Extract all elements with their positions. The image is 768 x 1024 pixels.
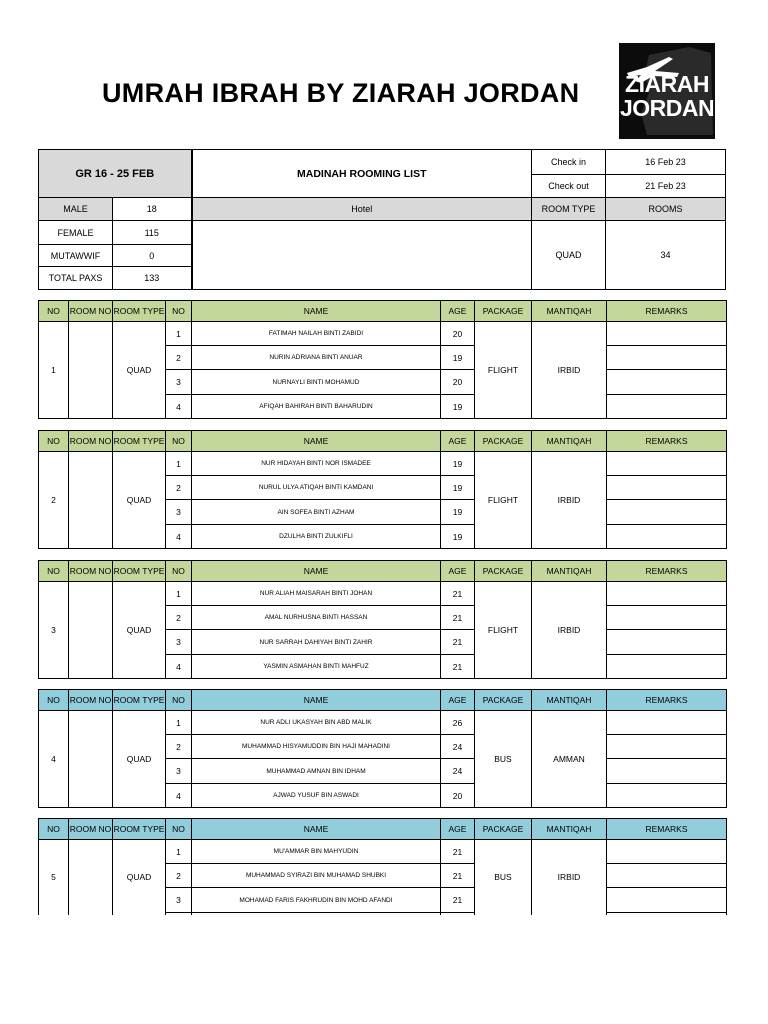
col-header-room-no: ROOM NO [69, 431, 113, 452]
female-label: FEMALE [39, 221, 113, 245]
room-type-label: ROOM TYPE [532, 198, 606, 221]
mutawwif-value: 0 [113, 245, 192, 267]
remarks-cell [607, 452, 727, 476]
person-no: 3 [166, 630, 192, 655]
remarks-cell [607, 759, 727, 784]
col-header-mantiqah: MANTIQAH [532, 690, 607, 711]
remarks-cell [607, 346, 727, 370]
col-header-name: NAME [192, 819, 441, 840]
remarks-cell [607, 525, 727, 549]
person-no: 1 [166, 452, 192, 476]
person-no: 4 [166, 525, 192, 549]
person-name: FATIMAH NAILAH BINTI ZABIDI [192, 322, 441, 346]
total-paxs-value: 133 [113, 267, 192, 290]
person-name: MOHAMAD FARIS FAKHRUDIN BIN MOHD AFANDI [192, 888, 441, 913]
person-no: 3 [166, 888, 192, 913]
person-no [166, 913, 192, 915]
remarks-cell [607, 840, 727, 864]
col-header-age: AGE [441, 561, 475, 582]
check-out-label: Check out [532, 175, 606, 198]
total-paxs-label: TOTAL PAXS [39, 267, 113, 290]
col-header-person-no: NO [166, 301, 192, 322]
person-age: 20 [441, 370, 475, 395]
col-header-package: PACKAGE [475, 819, 532, 840]
col-header-name: NAME [192, 301, 441, 322]
room-group-5 [38, 818, 727, 915]
col-header-no: NO [39, 301, 69, 322]
room-type-value: QUAD [532, 221, 606, 290]
col-header-person-no: NO [166, 431, 192, 452]
col-header-no: NO [39, 431, 69, 452]
col-header-person-no: NO [166, 690, 192, 711]
col-header-age: AGE [441, 690, 475, 711]
male-label: MALE [39, 198, 113, 221]
col-header-mantiqah: MANTIQAH [532, 819, 607, 840]
person-no: 2 [166, 606, 192, 630]
person-age: 19 [441, 395, 475, 419]
rooms-value: 34 [606, 221, 726, 290]
col-header-no: NO [39, 561, 69, 582]
remarks-cell [607, 370, 727, 395]
mantiqah-cell: IRBID [532, 840, 607, 915]
package-cell: FLIGHT [475, 322, 532, 419]
col-header-remarks: REMARKS [607, 819, 727, 840]
remarks-cell [607, 500, 727, 525]
col-header-room-type: ROOM TYPE [113, 819, 166, 840]
room-group-3 [38, 560, 727, 679]
check-out-value: 21 Feb 23 [606, 175, 726, 198]
person-age: 21 [441, 864, 475, 888]
person-no: 1 [166, 322, 192, 346]
col-header-person-no: NO [166, 819, 192, 840]
check-in-value: 16 Feb 23 [606, 150, 726, 175]
room-no-cell [69, 322, 113, 419]
logo-text-line1: ZIARAH [625, 71, 709, 97]
remarks-cell [607, 913, 727, 915]
col-header-remarks: REMARKS [607, 301, 727, 322]
person-name: DZULHA BINTI ZULKIFLI [192, 525, 441, 549]
person-name: NUR ADLI UKASYAH BIN ABD MALIK [192, 711, 441, 735]
person-age: 19 [441, 500, 475, 525]
room-no-cell [69, 711, 113, 808]
person-age: 19 [441, 346, 475, 370]
col-header-name: NAME [192, 561, 441, 582]
person-age: 21 [441, 888, 475, 913]
person-age: 21 [441, 630, 475, 655]
col-header-remarks: REMARKS [607, 690, 727, 711]
room-type-cell: QUAD [113, 452, 166, 549]
person-name: AJWAD YUSUF BIN ASWADI [192, 784, 441, 808]
package-cell: FLIGHT [475, 452, 532, 549]
col-header-person-no: NO [166, 561, 192, 582]
col-header-room-no: ROOM NO [69, 819, 113, 840]
person-no: 2 [166, 346, 192, 370]
room-number: 2 [39, 452, 69, 549]
male-value: 18 [113, 198, 192, 221]
person-no: 4 [166, 784, 192, 808]
room-number: 4 [39, 711, 69, 808]
person-age: 24 [441, 759, 475, 784]
person-no: 2 [166, 476, 192, 500]
person-name: MUHAMMAD SYIRAZI BIN MUHAMAD SHUBKI [192, 864, 441, 888]
remarks-cell [607, 655, 727, 679]
room-type-cell: QUAD [113, 711, 166, 808]
person-name: MUHAMMAD HISYAMUDDIN BIN HAJI MAHADINI [192, 735, 441, 759]
mantiqah-cell: IRBID [532, 582, 607, 679]
col-header-room-no: ROOM NO [69, 561, 113, 582]
person-no: 1 [166, 711, 192, 735]
person-no: 2 [166, 735, 192, 759]
list-title: MADINAH ROOMING LIST [192, 150, 532, 198]
col-header-no: NO [39, 690, 69, 711]
col-header-room-type: ROOM TYPE [113, 561, 166, 582]
person-name: NURUL ULYA ATIQAH BINTI KAMDANI [192, 476, 441, 500]
person-age: 24 [441, 735, 475, 759]
remarks-cell [607, 864, 727, 888]
person-name: AMAL NURHUSNA BINTI HASSAN [192, 606, 441, 630]
person-age: 21 [441, 655, 475, 679]
person-name: NURNAYLI BINTI MOHAMUD [192, 370, 441, 395]
remarks-cell [607, 476, 727, 500]
check-in-label: Check in [532, 150, 606, 175]
remarks-cell [607, 784, 727, 808]
person-no: 4 [166, 395, 192, 419]
col-header-package: PACKAGE [475, 690, 532, 711]
room-number: 5 [39, 840, 69, 915]
person-age: 19 [441, 452, 475, 476]
col-header-package: PACKAGE [475, 561, 532, 582]
person-name: NUR HIDAYAH BINTI NOR ISMADEE [192, 452, 441, 476]
person-age: 21 [441, 606, 475, 630]
person-no: 1 [166, 582, 192, 606]
remarks-cell [607, 711, 727, 735]
room-no-cell [69, 452, 113, 549]
person-age [441, 913, 475, 915]
room-no-cell [69, 840, 113, 915]
ziarah-jordan-logo [619, 43, 715, 139]
col-header-package: PACKAGE [475, 301, 532, 322]
remarks-cell [607, 582, 727, 606]
female-value: 115 [113, 221, 192, 245]
col-header-age: AGE [441, 431, 475, 452]
person-age: 26 [441, 711, 475, 735]
col-header-no: NO [39, 819, 69, 840]
mantiqah-cell: IRBID [532, 322, 607, 419]
person-name: AIN SOFEA BINTI AZHAM [192, 500, 441, 525]
col-header-remarks: REMARKS [607, 561, 727, 582]
person-name: YASMIN ASMAHAN BINTI MAHFUZ [192, 655, 441, 679]
col-header-package: PACKAGE [475, 431, 532, 452]
mantiqah-cell: IRBID [532, 452, 607, 549]
col-header-room-no: ROOM NO [69, 301, 113, 322]
person-name: NURIN ADRIANA BINTI ANUAR [192, 346, 441, 370]
remarks-cell [607, 630, 727, 655]
remarks-cell [607, 322, 727, 346]
package-cell: BUS [475, 711, 532, 808]
group-label: GR 16 - 25 FEB [39, 150, 192, 198]
room-group-2 [38, 430, 727, 549]
room-number: 3 [39, 582, 69, 679]
hotel-label: Hotel [192, 198, 532, 221]
mutawwif-label: MUTAWWIF [39, 245, 113, 267]
person-no: 2 [166, 864, 192, 888]
person-age: 19 [441, 525, 475, 549]
col-header-mantiqah: MANTIQAH [532, 301, 607, 322]
col-header-room-no: ROOM NO [69, 690, 113, 711]
room-number: 1 [39, 322, 69, 419]
remarks-cell [607, 888, 727, 913]
room-no-cell [69, 582, 113, 679]
col-header-room-type: ROOM TYPE [113, 431, 166, 452]
package-cell: FLIGHT [475, 582, 532, 679]
person-no: 3 [166, 500, 192, 525]
person-name [192, 913, 441, 915]
person-no: 4 [166, 655, 192, 679]
logo-text-line2: JORDAN [619, 95, 715, 121]
person-no: 1 [166, 840, 192, 864]
rooms-label: ROOMS [606, 198, 726, 221]
col-header-mantiqah: MANTIQAH [532, 561, 607, 582]
room-type-cell: QUAD [113, 840, 166, 915]
col-header-name: NAME [192, 431, 441, 452]
summary-header-table [38, 149, 726, 290]
col-header-room-type: ROOM TYPE [113, 301, 166, 322]
hotel-value [192, 221, 532, 290]
col-header-name: NAME [192, 690, 441, 711]
person-name: MUHAMMAD AMNAN BIN IDHAM [192, 759, 441, 784]
remarks-cell [607, 735, 727, 759]
person-age: 21 [441, 582, 475, 606]
person-no: 3 [166, 759, 192, 784]
person-age: 19 [441, 476, 475, 500]
room-type-cell: QUAD [113, 582, 166, 679]
person-name: NUR ALIAH MAISARAH BINTI JOHAN [192, 582, 441, 606]
mantiqah-cell: AMMAN [532, 711, 607, 808]
person-name: AFIQAH BAHIRAH BINTI BAHARUDIN [192, 395, 441, 419]
person-no: 3 [166, 370, 192, 395]
col-header-age: AGE [441, 301, 475, 322]
col-header-remarks: REMARKS [607, 431, 727, 452]
person-name: NUR SARRAH DAHIYAH BINTI ZAHIR [192, 630, 441, 655]
person-age: 20 [441, 322, 475, 346]
col-header-mantiqah: MANTIQAH [532, 431, 607, 452]
remarks-cell [607, 395, 727, 419]
room-type-cell: QUAD [113, 322, 166, 419]
col-header-room-type: ROOM TYPE [113, 690, 166, 711]
package-cell: BUS [475, 840, 532, 915]
col-header-age: AGE [441, 819, 475, 840]
person-name: MU'AMMAR BIN MAHYUDIN [192, 840, 441, 864]
document-title: UMRAH IBRAH BY ZIARAH JORDAN [102, 78, 580, 108]
room-group-1 [38, 300, 727, 419]
room-group-4 [38, 689, 727, 808]
remarks-cell [607, 606, 727, 630]
person-age: 21 [441, 840, 475, 864]
person-age: 20 [441, 784, 475, 808]
